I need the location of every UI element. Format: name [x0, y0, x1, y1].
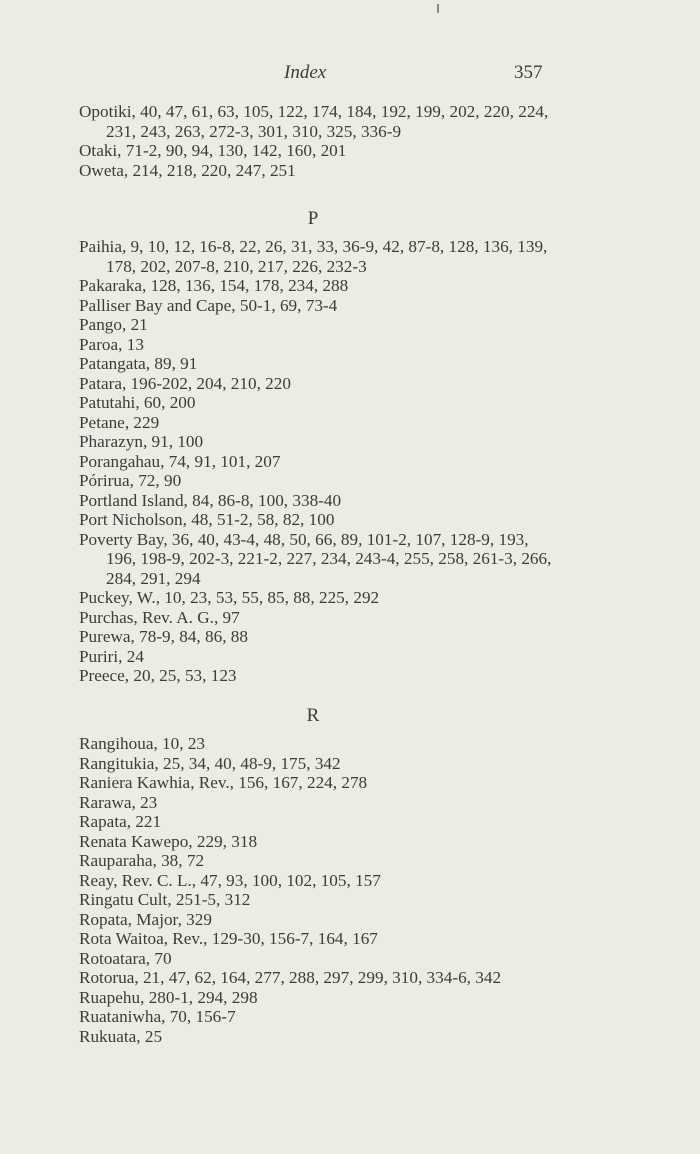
index-entry: Preece, 20, 25, 53, 123 — [79, 666, 237, 685]
index-entry: Opotiki, 40, 47, 61, 63, 105, 122, 174, 184, 192, 199, 202, 220, 224, 231, 243, 263, 272-3, 301, 310, 325, 336-9 — [79, 102, 549, 141]
section-letter-text: P — [307, 208, 319, 229]
page-mark — [437, 4, 439, 13]
index-entry: Pango, 21 — [79, 315, 148, 334]
index-entry: Rauparaha, 38, 72 — [79, 851, 205, 870]
index-entry: Rapata, 221 — [79, 812, 162, 831]
index-entry: Puriri, 24 — [79, 646, 144, 666]
index-entry: Rotoatara, 70 — [79, 948, 172, 968]
index-entry: Ropata, Major, 329 — [79, 909, 212, 929]
index-section-p — [79, 237, 559, 686]
index-entry: Raniera Kawhia, Rev., 156, 167, 224, 278 — [79, 773, 368, 792]
index-entry: Paihia, 9, 10, 12, 16-8, 22, 26, 31, 33, 36-9, 42, 87-8, 128, 136, 139, 178, 202, 207-8, 210, 217, 226, 232-3 — [79, 237, 548, 276]
index-section-o — [79, 102, 559, 180]
section-letter-text: R — [306, 705, 320, 726]
index-entry: Rangihoua, 10, 23 — [79, 734, 206, 753]
index-entry: Portland Island, 84, 86-8, 100, 338-40 — [79, 490, 342, 510]
index-entry: Petane, 229 — [79, 412, 160, 432]
page-title: Index — [284, 62, 327, 83]
index-entry: Renata Kawepo, 229, 318 — [79, 831, 258, 851]
index-entry: Pharazyn, 91, 100 — [79, 432, 204, 451]
running-header — [0, 62, 700, 88]
index-section-r — [79, 734, 559, 1046]
index-entry: Rangitukia, 25, 34, 40, 48-9, 175, 342 — [79, 753, 341, 773]
index-entry: Palliser Bay and Cape, 50-1, 69, 73-4 — [79, 295, 338, 315]
index-entry: Poverty Bay, 36, 40, 43-4, 48, 50, 66, 89, 101-2, 107, 128-9, 193, 196, 198-9, 202-3, 221-2, 227, 234, 243-4, 255, 258, 261-3, 266, 284, 291, 294 — [79, 529, 552, 588]
index-entry: Rarawa, 23 — [79, 792, 158, 812]
index-entry: Patutahi, 60, 200 — [79, 393, 196, 412]
page-number: 357 — [514, 62, 543, 83]
index-entry: Port Nicholson, 48, 51-2, 58, 82, 100 — [79, 510, 335, 529]
index-entry: Pórirua, 72, 90 — [79, 471, 182, 490]
index-entry: Ruapehu, 280-1, 294, 298 — [79, 987, 258, 1007]
index-entry: Patara, 196-202, 204, 210, 220 — [79, 373, 291, 393]
index-entry: Reay, Rev. C. L., 47, 93, 100, 102, 105, 157 — [79, 870, 381, 890]
index-entry: Patangata, 89, 91 — [79, 354, 198, 373]
index-entry: Purchas, Rev. A. G., 97 — [79, 607, 240, 627]
index-entry: Otaki, 71-2, 90, 94, 130, 142, 160, 201 — [79, 141, 347, 160]
index-entry: Ruataniwha, 70, 156-7 — [79, 1007, 236, 1026]
index-entry: Rukuata, 25 — [79, 1026, 163, 1046]
index-entry: Ringatu Cult, 251-5, 312 — [79, 890, 251, 909]
index-entry: Paroa, 13 — [79, 334, 144, 354]
index-entry: Rota Waitoa, Rev., 129-30, 156-7, 164, 167 — [79, 929, 378, 948]
index-entry: Purewa, 78-9, 84, 86, 88 — [79, 627, 248, 646]
index-entry: Puckey, W., 10, 23, 53, 55, 85, 88, 225, 292 — [79, 588, 380, 607]
index-entry: Rotorua, 21, 47, 62, 164, 277, 288, 297, 299, 310, 334-6, 342 — [79, 968, 502, 987]
section-letter-r — [0, 705, 700, 727]
section-letter-p — [0, 208, 700, 230]
index-entry: Oweta, 214, 218, 220, 247, 251 — [79, 160, 296, 180]
index-entry: Pakaraka, 128, 136, 154, 178, 234, 288 — [79, 276, 349, 295]
index-entry: Porangahau, 74, 91, 101, 207 — [79, 451, 281, 471]
